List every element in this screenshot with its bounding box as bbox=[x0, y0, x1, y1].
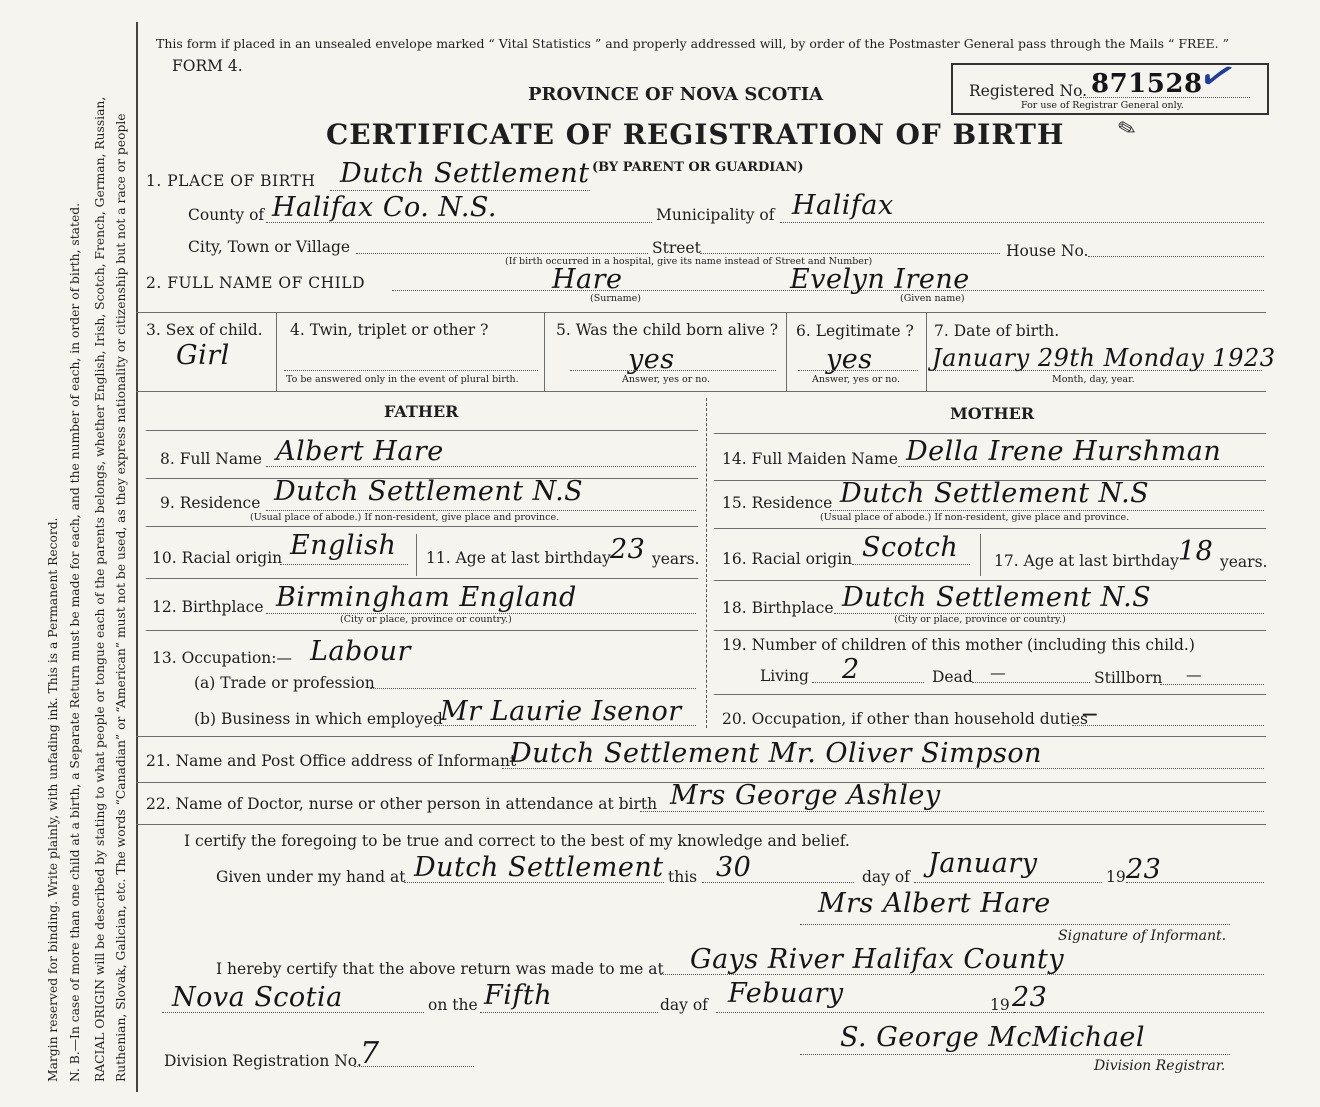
registrar-place-cont-dots bbox=[162, 1012, 424, 1013]
mother-age-label: 17. Age at last birthday bbox=[994, 552, 1179, 570]
given-day-dots bbox=[702, 882, 854, 883]
mother-residence-dots bbox=[830, 510, 1264, 511]
box-divider-1 bbox=[276, 312, 277, 392]
mother-occupation-value: — bbox=[1082, 704, 1098, 723]
city-dots bbox=[356, 253, 648, 254]
trade-label: (a) Trade or profession bbox=[194, 674, 375, 692]
informant-signature: Mrs Albert Hare bbox=[818, 888, 1051, 919]
given-day-value: 30 bbox=[716, 852, 752, 883]
father-age-label: 11. Age at last birthday bbox=[426, 549, 611, 567]
county-dots bbox=[266, 222, 652, 223]
mother-residence-caption: (Usual place of abode.) If non-resident, give place and province. bbox=[820, 512, 1130, 523]
given-place-value: Dutch Settlement bbox=[414, 852, 664, 883]
mother-occupation-dots bbox=[1072, 725, 1264, 726]
alive-caption: Answer, yes or no. bbox=[622, 374, 711, 385]
father-race-dots bbox=[280, 564, 408, 565]
informant-signature-dots bbox=[800, 924, 1230, 925]
binding-margin bbox=[0, 20, 140, 1100]
alive-label: 5. Was the child born alive ? bbox=[556, 321, 779, 339]
doctor-rule bbox=[136, 824, 1266, 825]
legitimate-label: 6. Legitimate ? bbox=[796, 322, 914, 340]
registrar-year-dots bbox=[1014, 1012, 1264, 1013]
given-month-dots bbox=[914, 882, 1102, 883]
margin-line-1: Margin reserved for binding. Write plainly, with unfading ink. This is a Permanent Record. bbox=[46, 517, 60, 1082]
doctor-label: 22. Name of Doctor, nurse or other person in attendance at birth bbox=[146, 795, 658, 813]
dob-value: January 29th Monday 1923 bbox=[932, 344, 1276, 372]
twin-dots bbox=[284, 370, 538, 371]
registered-value: 871528 bbox=[1091, 69, 1203, 99]
place-dots bbox=[330, 190, 590, 191]
mother-name-dots bbox=[898, 466, 1264, 467]
county-value: Halifax Co. N.S. bbox=[272, 192, 498, 223]
municipality-value: Halifax bbox=[792, 190, 894, 221]
stillborn-dots bbox=[1160, 684, 1264, 685]
father-rule-5 bbox=[146, 630, 698, 631]
father-rule-1 bbox=[146, 430, 698, 431]
father-rule-3 bbox=[146, 526, 698, 527]
sex-value: Girl bbox=[176, 340, 230, 371]
alive-value: yes bbox=[628, 344, 675, 375]
division-label: Division Registration No. bbox=[164, 1052, 362, 1070]
given-day-of-label: day of bbox=[862, 868, 910, 886]
registrar-signature-dots bbox=[800, 1054, 1230, 1055]
checkmark-icon: ✓ bbox=[1192, 46, 1243, 107]
municipality-label: Municipality of bbox=[656, 206, 775, 224]
father-residence-label: 9. Residence bbox=[160, 494, 261, 512]
registrar-place-dots bbox=[660, 974, 1264, 975]
father-age-value: 23 bbox=[610, 534, 646, 565]
father-race-divider bbox=[416, 534, 417, 576]
father-years: years. bbox=[652, 550, 700, 568]
father-birthplace-caption: (City or place, province or country.) bbox=[340, 614, 512, 625]
father-residence-caption: (Usual place of abode.) If non-resident, give place and province. bbox=[250, 512, 560, 523]
registrar-year-prefix: 19 bbox=[990, 996, 1010, 1014]
father-residence-dots bbox=[266, 510, 696, 511]
child-name-label: 2. FULL NAME OF CHILD bbox=[146, 274, 366, 292]
mother-birthplace-caption: (City or place, province or country.) bbox=[894, 614, 1066, 625]
registrar-signature-caption: Division Registrar. bbox=[1094, 1058, 1226, 1074]
business-dots bbox=[434, 725, 696, 726]
registered-dots bbox=[1080, 97, 1250, 98]
mother-rule-3 bbox=[714, 528, 1266, 529]
informant-signature-caption: Signature of Informant. bbox=[1058, 928, 1227, 944]
dob-label: 7. Date of birth. bbox=[934, 322, 1060, 340]
margin-line-4: Ruthenian, Slovak, Galician, etc. The words “Canadian” or “American” must not be used, as they express nationality or citizenship but not a race or people bbox=[114, 113, 128, 1082]
mother-race-value: Scotch bbox=[862, 532, 959, 563]
registrar-year-value: 23 bbox=[1012, 982, 1048, 1013]
doctor-value: Mrs George Ashley bbox=[670, 780, 941, 811]
box-divider-3 bbox=[786, 312, 787, 392]
registrar-month-dots bbox=[716, 1012, 1016, 1013]
registrar-month-value: Febuary bbox=[728, 978, 844, 1009]
father-residence-value: Dutch Settlement N.S bbox=[274, 476, 584, 507]
mother-age-value: 18 bbox=[1178, 536, 1214, 567]
form-number: FORM 4. bbox=[172, 57, 243, 75]
margin-rule bbox=[136, 22, 138, 1092]
registrar-day-of-label: day of bbox=[660, 996, 708, 1014]
boxes-bottom-rule bbox=[136, 391, 1266, 392]
stillborn-value: — bbox=[1186, 666, 1202, 684]
informant-value: Dutch Settlement Mr. Oliver Simpson bbox=[510, 738, 1043, 769]
parents-divider bbox=[706, 398, 707, 728]
street-dots bbox=[700, 253, 1000, 254]
children-label: 19. Number of children of this mother (including this child.) bbox=[722, 636, 1195, 654]
hospital-note: (If birth occurred in a hospital, give its name instead of Street and Number) bbox=[505, 256, 873, 267]
child-surname: Hare bbox=[552, 264, 623, 295]
dob-dots bbox=[932, 370, 1262, 371]
father-race-value: English bbox=[290, 530, 397, 561]
mother-rule-5 bbox=[714, 630, 1266, 631]
mother-name-value: Della Irene Hurshman bbox=[906, 436, 1222, 467]
county-label: County of bbox=[188, 206, 265, 224]
mother-name-label: 14. Full Maiden Name bbox=[722, 450, 898, 468]
dead-label: Dead bbox=[932, 668, 973, 686]
place-of-birth-label: 1. PLACE OF BIRTH bbox=[146, 172, 316, 190]
dead-value: — bbox=[990, 664, 1006, 682]
father-rule-4 bbox=[146, 578, 698, 579]
registrar-note: For use of Registrar General only. bbox=[1021, 100, 1184, 111]
business-value: Mr Laurie Isenor bbox=[440, 696, 682, 727]
province-heading: PROVINCE OF NOVA SCOTIA bbox=[528, 84, 824, 105]
parents-bottom-rule bbox=[136, 736, 1266, 737]
informant-label: 21. Name and Post Office address of Informant bbox=[146, 752, 517, 770]
trade-dots bbox=[370, 688, 696, 689]
alive-dots bbox=[570, 370, 776, 371]
dob-caption: Month, day, year. bbox=[1052, 374, 1135, 385]
mother-race-divider bbox=[980, 534, 981, 576]
postal-note: This form if placed in an unsealed envelope marked “ Vital Statistics ” and properly addressed will, by order of the Postmaster General pass through the Mails “ FREE. ” bbox=[156, 36, 1230, 51]
registrar-place-value: Gays River Halifax County bbox=[690, 944, 1065, 975]
mother-rule-1 bbox=[714, 433, 1266, 434]
twin-label: 4. Twin, triplet or other ? bbox=[290, 321, 489, 339]
father-birthplace-label: 12. Birthplace bbox=[152, 598, 264, 616]
father-occupation-value: Labour bbox=[310, 636, 411, 667]
mother-residence-label: 15. Residence bbox=[722, 494, 833, 512]
mother-heading: MOTHER bbox=[950, 404, 1035, 423]
legitimate-caption: Answer, yes or no. bbox=[812, 374, 901, 385]
given-year-dots bbox=[1126, 882, 1264, 883]
mother-years: years. bbox=[1220, 553, 1268, 571]
certificate-title: CERTIFICATE OF REGISTRATION OF BIRTH bbox=[326, 118, 1065, 151]
father-race-label: 10. Racial origin bbox=[152, 549, 283, 567]
living-value: 2 bbox=[842, 654, 860, 685]
twin-note: To be answered only in the event of plural birth. bbox=[286, 374, 519, 385]
mother-race-dots bbox=[852, 564, 970, 565]
certify-statement: I certify the foregoing to be true and correct to the best of my knowledge and belief. bbox=[184, 832, 850, 850]
municipality-dots bbox=[780, 222, 1264, 223]
box-divider-4 bbox=[926, 312, 927, 392]
doctor-dots bbox=[640, 811, 1264, 812]
living-label: Living bbox=[760, 667, 809, 685]
surname-caption: (Surname) bbox=[590, 293, 641, 304]
box-divider-2 bbox=[544, 312, 545, 392]
registered-label: Registered No. bbox=[969, 82, 1088, 100]
mother-occupation-label: 20. Occupation, if other than household duties bbox=[722, 710, 1088, 728]
street-label: Street bbox=[652, 239, 701, 257]
given-caption: (Given name) bbox=[900, 293, 965, 304]
boxes-top-rule bbox=[136, 312, 1266, 313]
division-dots bbox=[354, 1066, 474, 1067]
mother-birthplace-value: Dutch Settlement N.S bbox=[842, 582, 1152, 613]
father-name-value: Albert Hare bbox=[276, 436, 444, 467]
mother-race-label: 16. Racial origin bbox=[722, 550, 853, 568]
registrar-day-dots bbox=[480, 1012, 658, 1013]
mother-rule-4 bbox=[714, 580, 1266, 581]
registrar-signature: S. George McMichael bbox=[840, 1022, 1146, 1053]
father-birthplace-value: Birmingham England bbox=[276, 582, 577, 613]
given-month-value: January bbox=[928, 848, 1038, 879]
informant-dots bbox=[502, 768, 1264, 769]
legitimate-dots bbox=[798, 370, 918, 371]
mother-birthplace-label: 18. Birthplace bbox=[722, 599, 834, 617]
registrar-statement: I hereby certify that the above return was made to me at bbox=[216, 960, 664, 978]
margin-line-2: N. B.—In case of more than one child at a birth, a Separate Return must be made for each, and the number of each, in order of birth, stated. bbox=[68, 203, 82, 1082]
legitimate-value: yes bbox=[826, 344, 873, 375]
house-label: House No. bbox=[1006, 242, 1089, 260]
sex-label: 3. Sex of child. bbox=[146, 321, 263, 339]
city-label: City, Town or Village bbox=[188, 238, 351, 256]
mother-rule-6 bbox=[714, 694, 1266, 695]
certificate-subtitle: (BY PARENT OR GUARDIAN) bbox=[592, 160, 804, 175]
scribble-mark-icon: ✎ bbox=[1115, 115, 1140, 144]
house-dots bbox=[1088, 256, 1264, 257]
registrar-day-value: Fifth bbox=[484, 980, 553, 1011]
registrar-place-cont: Nova Scotia bbox=[172, 982, 343, 1013]
on-the-label: on the bbox=[428, 996, 478, 1014]
father-name-dots bbox=[266, 466, 696, 467]
father-name-label: 8. Full Name bbox=[160, 450, 262, 468]
living-dots bbox=[812, 682, 924, 683]
stillborn-label: Stillborn bbox=[1094, 669, 1163, 687]
father-heading: FATHER bbox=[384, 402, 459, 421]
given-place-dots bbox=[404, 882, 664, 883]
place-of-birth-value: Dutch Settlement bbox=[340, 158, 590, 189]
given-year-value: 23 bbox=[1126, 854, 1162, 885]
business-label: (b) Business in which employed bbox=[194, 710, 443, 728]
child-given-name: Evelyn Irene bbox=[790, 264, 970, 295]
this-label: this bbox=[668, 868, 698, 886]
mother-residence-value: Dutch Settlement N.S bbox=[840, 478, 1150, 509]
father-occupation-label: 13. Occupation:— bbox=[152, 649, 293, 667]
margin-line-3: RACIAL ORIGIN will be described by stating to what people or tongue each of the parents belongs, whether English, Irish, Scotch, French, German, Russian, bbox=[93, 96, 107, 1082]
dead-dots bbox=[972, 682, 1090, 683]
given-under-label: Given under my hand at bbox=[216, 868, 406, 886]
given-year-prefix: 19 bbox=[1106, 868, 1126, 886]
registered-number-box bbox=[951, 46, 1269, 115]
division-value: 7 bbox=[360, 1036, 380, 1071]
